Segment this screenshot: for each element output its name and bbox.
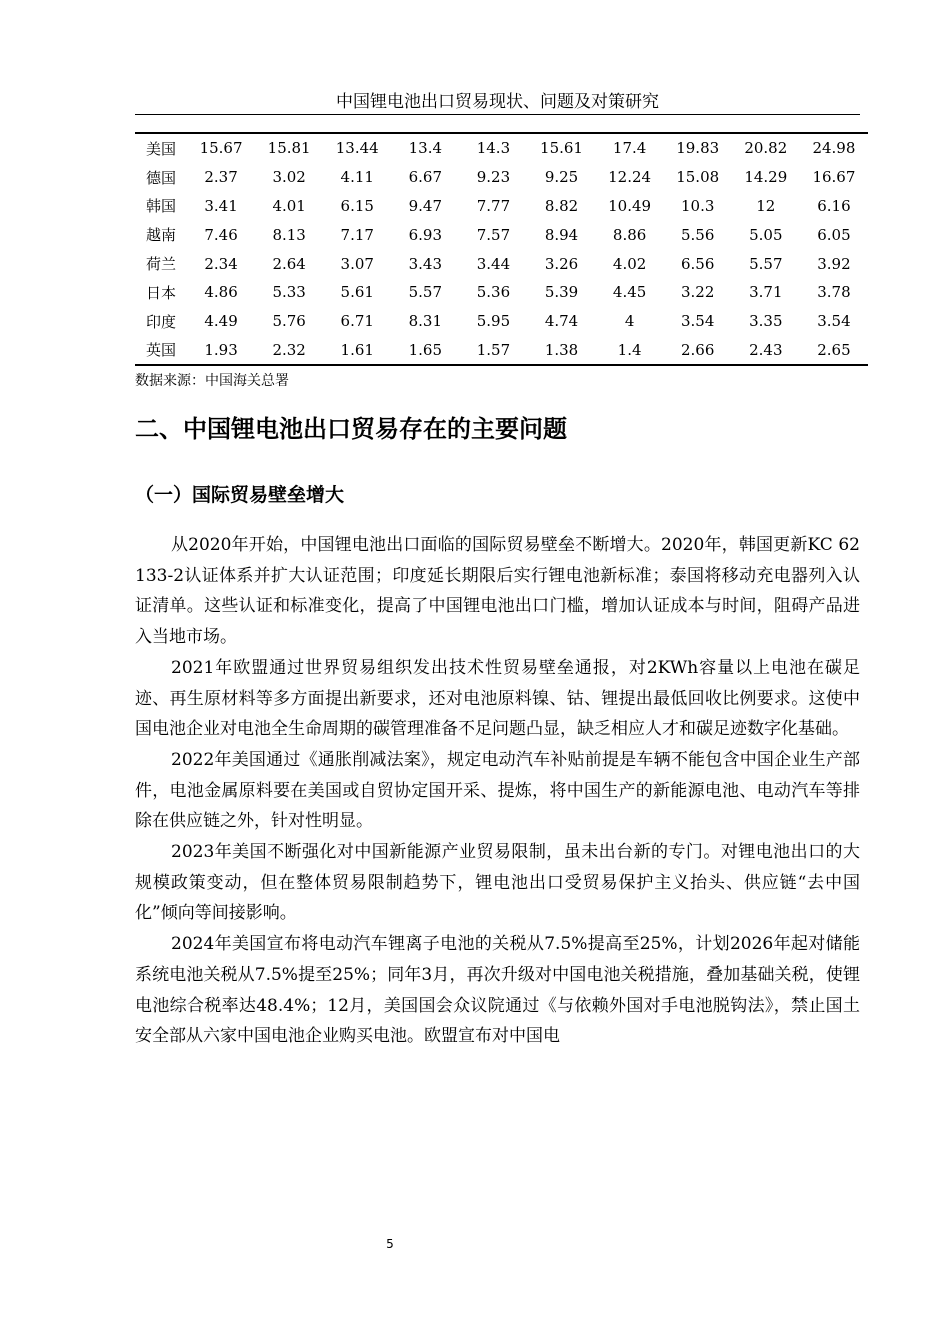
table-row: [135, 133, 868, 163]
value-cell: 5.57: [408, 283, 443, 302]
value-cell: 14.3: [476, 139, 511, 158]
running-header: 中国锂电池出口贸易现状、问题及对策研究: [336, 92, 659, 112]
value-cell: 3.22: [681, 283, 715, 302]
value-cell: 5.95: [476, 312, 511, 331]
value-cell: 12.24: [608, 168, 652, 187]
value-cell: 4.49: [204, 312, 238, 331]
subsection-heading: （一）国际贸易壁垒增大: [135, 484, 345, 506]
table-row: [135, 163, 868, 192]
value-cell: 17.4: [612, 139, 647, 158]
export-data-table: [135, 132, 868, 366]
value-cell: 5.56: [681, 225, 715, 244]
paragraph: 从2020年开始，中国锂电池出口面临的国际贸易壁垒不断增大。2020年，韩国更新KC 62133-2认证体系并扩大认证范围；印度延长期限后实行锂电池新标准；泰国将移动充电器列入认证清单。这些认证和标准变化，提高了中国锂电池出口门槛，增加认证成本与时间，阻碍产品进入当地市场。: [135, 535, 860, 648]
value-cell: 6.93: [408, 225, 443, 244]
value-cell: 5.05: [749, 225, 783, 244]
value-cell: 13.44: [335, 139, 379, 158]
country-cell: 韩国: [145, 197, 176, 216]
value-cell: 5.76: [272, 312, 306, 331]
value-cell: 2.64: [272, 254, 306, 273]
table-row: [135, 278, 868, 307]
value-cell: 2.66: [681, 340, 715, 359]
value-cell: 6.71: [340, 312, 374, 331]
value-cell: 2.34: [204, 254, 238, 273]
value-cell: 4: [624, 312, 635, 331]
value-cell: 4.02: [612, 254, 647, 273]
paragraph: 2023年美国不断强化对中国新能源产业贸易限制，虽未出台新的专门。对锂电池出口的大规模政策变动，但在整体贸易限制趋势下，锂电池出口受贸易保护主义抬头、供应链“去中国化”倾向等间接影响。: [135, 842, 860, 924]
value-cell: 1.61: [340, 340, 374, 359]
paragraph: 2024年美国宣布将电动汽车锂离子电池的关税从7.5%提高至25%，计划2026年起对储能系统电池关税从7.5%提至25%；同年3月，再次升级对中国电池关税措施，叠加基础关税，使锂电池综合税率达48.4%；12月，美国国会众议院通过《与依赖外国对手电池脱钩法》，禁止国土安全部从六家中国电池企业购买电池。欧盟宣布对中国电: [135, 934, 860, 1047]
value-cell: 8.31: [408, 312, 443, 331]
value-cell: 15.67: [199, 139, 243, 158]
value-cell: 19.83: [676, 139, 720, 158]
value-cell: 3.78: [817, 283, 851, 302]
table-row: [135, 336, 868, 366]
body-text: [135, 530, 860, 1052]
value-cell: 5.39: [544, 283, 579, 302]
value-cell: 10.49: [608, 196, 652, 215]
value-cell: 15.08: [676, 168, 720, 187]
header-rule: [135, 114, 860, 115]
value-cell: 8.94: [544, 225, 579, 244]
value-cell: 4.86: [204, 283, 238, 302]
country-cell: 荷兰: [145, 255, 176, 274]
value-cell: 3.07: [340, 254, 374, 273]
value-cell: 2.32: [272, 340, 306, 359]
value-cell: 7.57: [476, 225, 511, 244]
value-cell: 13.4: [408, 139, 443, 158]
value-cell: 6.56: [681, 254, 715, 273]
country-cell: 英国: [145, 341, 176, 360]
value-cell: 7.17: [340, 225, 374, 244]
paragraph: 2021年欧盟通过世界贸易组织发出技术性贸易壁垒通报，对2KWh容量以上电池在碳足迹、再生原材料等多方面提出新要求，还对电池原料镍、钴、锂提出最低回收比例要求。这使中国电池企业对电池全生命周期的碳管理准备不足问题凸显，缺乏相应人才和碳足迹数字化基础。: [135, 657, 860, 740]
value-cell: 14.29: [744, 168, 788, 187]
value-cell: 9.47: [408, 196, 443, 215]
table-row: [135, 220, 868, 249]
value-cell: 1.57: [476, 340, 511, 359]
paragraph: 2022年美国通过《通胀削减法案》，规定电动汽车补贴前提是车辆不能包含中国企业生产部件，电池金属原料要在美国或自贸协定国开采、提炼，将中国生产的新能源电池、电动汽车等排除在供应链之外，针对性明显。: [135, 749, 860, 832]
value-cell: 8.86: [612, 225, 647, 244]
value-cell: 3.54: [681, 312, 715, 331]
value-cell: 9.23: [476, 168, 511, 187]
table-row: [135, 249, 868, 278]
value-cell: 12: [756, 196, 776, 215]
value-cell: 3.44: [476, 254, 511, 273]
country-cell: 越南: [145, 226, 176, 245]
country-cell: 德国: [145, 168, 176, 187]
country-cell: 印度: [145, 312, 176, 331]
value-cell: 1.93: [204, 340, 238, 359]
value-cell: 1.4: [617, 340, 642, 359]
value-cell: 4.74: [544, 312, 579, 331]
value-cell: 4.01: [272, 196, 306, 215]
value-cell: 6.15: [340, 196, 374, 215]
value-cell: 5.57: [749, 254, 783, 273]
value-cell: 4.45: [612, 283, 647, 302]
value-cell: 3.41: [204, 196, 238, 215]
value-cell: 10.3: [681, 196, 715, 215]
section-heading: 二、中国锂电池出口贸易存在的主要问题: [135, 415, 567, 443]
value-cell: 20.82: [744, 139, 788, 158]
table-source-note: 数据来源：中国海关总署: [135, 373, 289, 389]
value-cell: 24.98: [812, 139, 856, 158]
value-cell: 8.13: [272, 225, 306, 244]
value-cell: 6.16: [817, 196, 851, 215]
value-cell: 7.77: [476, 196, 511, 215]
table-body: [135, 133, 868, 365]
value-cell: 2.43: [749, 340, 783, 359]
value-cell: 3.02: [272, 168, 306, 187]
country-cell: 日本: [145, 283, 176, 302]
value-cell: 9.25: [544, 168, 579, 187]
value-cell: 8.82: [544, 196, 579, 215]
value-cell: 3.92: [817, 254, 851, 273]
value-cell: 15.81: [267, 139, 311, 158]
table-row: [135, 192, 868, 221]
value-cell: 5.36: [476, 283, 511, 302]
value-cell: 6.05: [817, 225, 851, 244]
value-cell: 5.33: [272, 283, 306, 302]
value-cell: 3.35: [749, 312, 783, 331]
value-cell: 1.38: [544, 340, 579, 359]
value-cell: 7.46: [204, 225, 238, 244]
value-cell: 3.54: [817, 312, 851, 331]
value-cell: 15.61: [540, 139, 583, 158]
value-cell: 16.67: [812, 168, 856, 187]
country-cell: 美国: [145, 139, 176, 158]
value-cell: 4.11: [340, 168, 374, 187]
value-cell: 2.37: [204, 168, 238, 187]
value-cell: 2.65: [817, 340, 851, 359]
page-number: 5: [386, 1237, 394, 1251]
value-cell: 5.61: [340, 283, 374, 302]
table-row: [135, 307, 868, 336]
value-cell: 3.26: [544, 254, 579, 273]
value-cell: 3.43: [408, 254, 443, 273]
value-cell: 1.65: [408, 340, 443, 359]
value-cell: 3.71: [749, 283, 783, 302]
value-cell: 6.67: [408, 168, 443, 187]
